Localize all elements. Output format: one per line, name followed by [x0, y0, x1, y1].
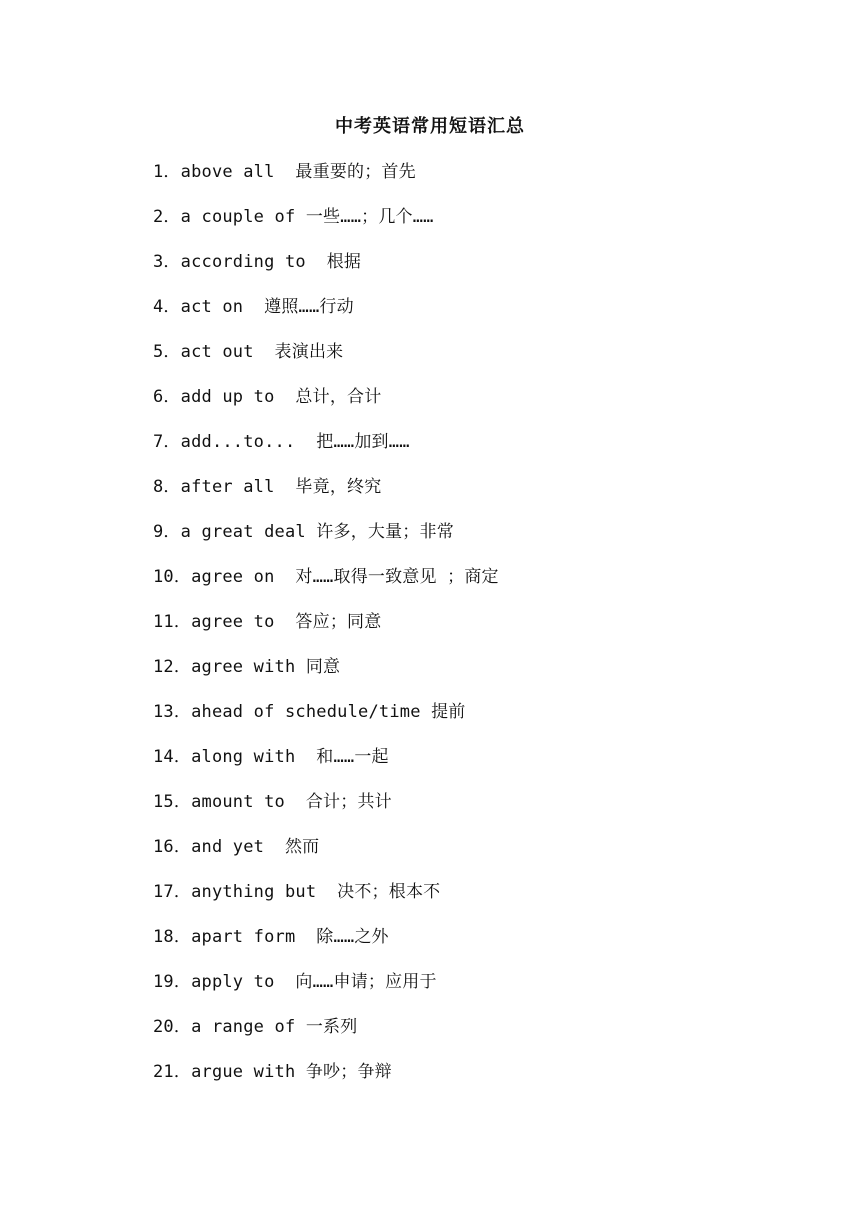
list-item: 3．according to 根据 — [153, 252, 362, 272]
list-item: 19．apply to 向……申请；应用于 — [153, 972, 437, 992]
list-item: 21．argue with 争吵；争辩 — [153, 1062, 392, 1082]
page-title: 中考英语常用短语汇总 — [335, 116, 525, 137]
list-item: 11．agree to 答应；同意 — [153, 612, 382, 632]
list-item: 17．anything but 决不；根本不 — [153, 882, 441, 902]
phrase-list — [153, 158, 793, 1103]
list-item: 16．and yet 然而 — [153, 837, 320, 857]
list-item: 14．along with 和……一起 — [153, 747, 389, 767]
list-item: 9．a great deal 许多，大量；非常 — [153, 522, 454, 542]
list-item: 8．after all 毕竟，终究 — [153, 477, 382, 497]
list-item: 18．apart form 除……之外 — [153, 927, 389, 947]
list-item: 4．act on 遵照……行动 — [153, 297, 354, 317]
list-item: 15．amount to 合计；共计 — [153, 792, 392, 812]
list-item: 13．ahead of schedule/time 提前 — [153, 702, 466, 722]
list-item: 20．a range of 一系列 — [153, 1017, 358, 1037]
list-item: 1．above all 最重要的；首先 — [153, 162, 416, 182]
list-item: 7．add...to... 把……加到…… — [153, 432, 410, 452]
list-item: 2．a couple of 一些……；几个…… — [153, 207, 434, 227]
list-item: 10．agree on 对……取得一致意见 ；商定 — [153, 567, 499, 587]
list-item: 12．agree with 同意 — [153, 657, 341, 677]
list-item: 6．add up to 总计，合计 — [153, 387, 382, 407]
list-item: 5．act out 表演出来 — [153, 342, 344, 362]
